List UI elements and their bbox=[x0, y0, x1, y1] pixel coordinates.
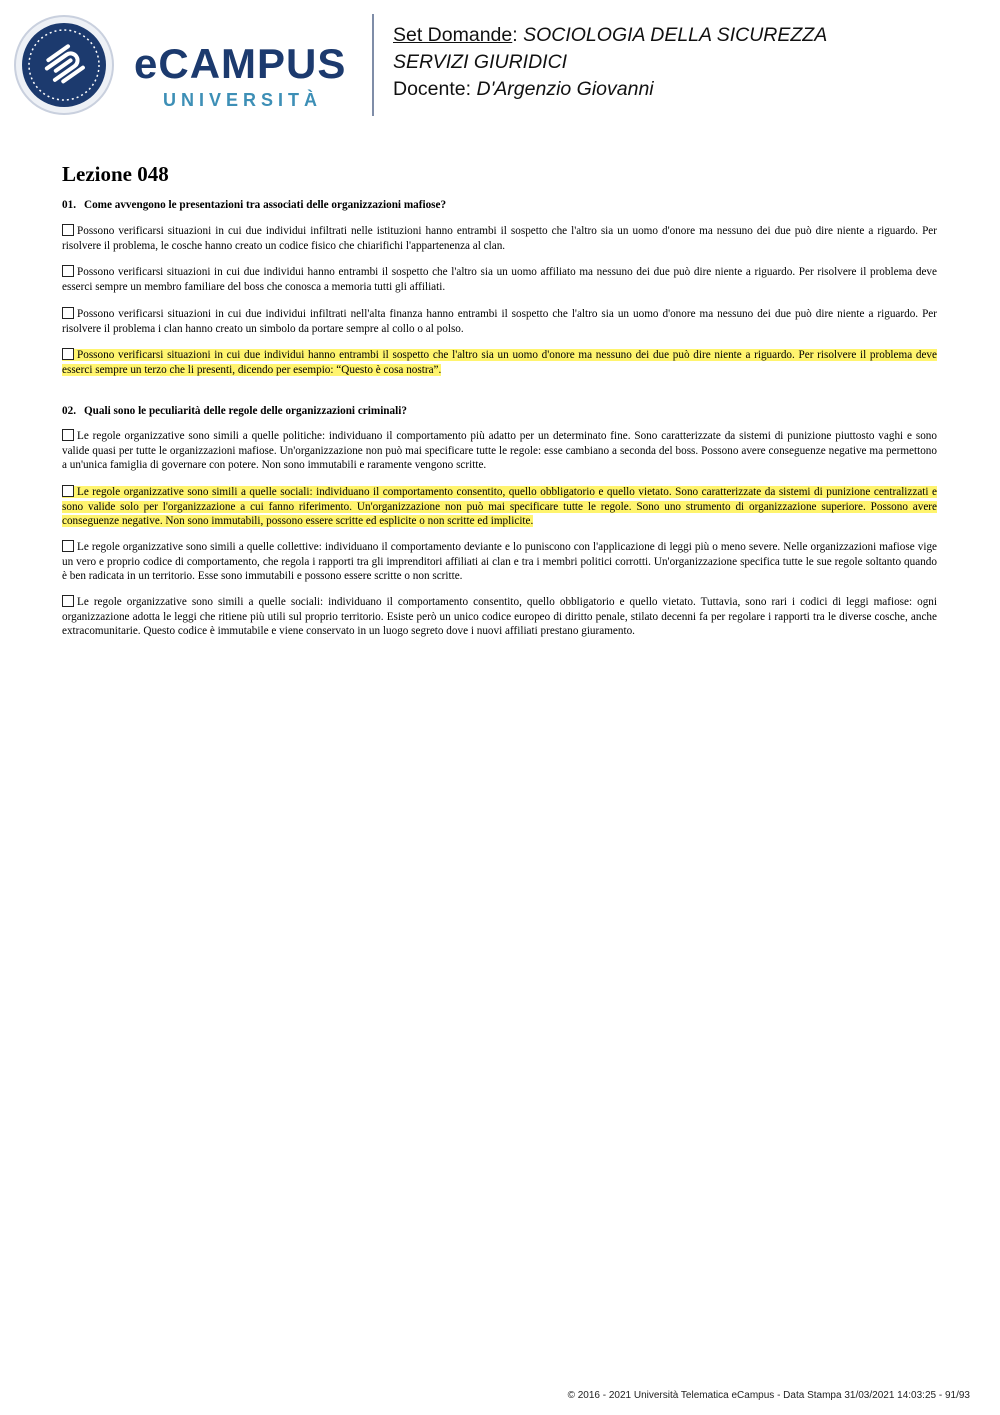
answer-text: Le regole organizzative sono simili a quelle sociali: individuano il comportamento consentito, quello obbligatorio e quello vietato. Tuttavia, sono rari i codici di leggi mafiose: ogni organizzazione adotta le leggi che ritiene più utili sul proprio territorio. Esiste però un unico codice europeo di diritto penale, stilato decenni fa per regolare i rapporti tra le diverse cosche, anche extracomunitarie. Questo codice è immutabile e viene conservato in un luogo segreto dove i nuovi affiliati prestano giuramento. bbox=[62, 596, 937, 638]
answer-checkbox[interactable] bbox=[62, 307, 74, 319]
answer-checkbox[interactable] bbox=[62, 595, 74, 607]
course-name: SOCIOLOGIA DELLA SICUREZZA bbox=[523, 24, 828, 46]
answer-checkbox[interactable] bbox=[62, 265, 74, 277]
answer-option bbox=[62, 429, 937, 473]
question-text: Quali sono le peculiarità delle regole delle organizzazioni criminali? bbox=[83, 405, 407, 417]
answer-option bbox=[62, 540, 937, 584]
teacher-line bbox=[393, 76, 973, 103]
answer-checkbox[interactable] bbox=[62, 429, 74, 441]
brand-wordmark: eCAMPUS bbox=[134, 40, 347, 87]
set-label: Set Domande bbox=[393, 24, 513, 46]
header-divider bbox=[372, 14, 374, 116]
question-2 bbox=[62, 404, 937, 418]
answer-text: Le regole organizzative sono simili a quelle politiche: individuano il comportamento più adatto per un determinato fine. Sono caratterizzate da sistemi di punizione piuttosto vaghi e sono valide quasi per tutte le organizzazioni mafiose. Un'organizzazione non può mai specificare tutte le regole: esse cambiano a seconda del boss. Possono avere conseguenze negative ma permettono a un'unica famiglia di governare con potere. Non sono immutabili e raramente vengono scritte. bbox=[62, 430, 937, 472]
answer-text: Possono verificarsi situazioni in cui due individui infiltrati nell'alta finanza hanno entrambi il sospetto che l'altro sia un uomo d'onore ma nessuno dei due può dire niente a riguardo. Per risolvere il problema i clan hanno creato un simbolo da portare sempre al collo o al polso. bbox=[62, 308, 937, 335]
answer-text: Le regole organizzative sono simili a quelle collettive: individuano il comportamento deviante e lo puniscono con l'applicazione di leggi più o meno severe. Nelle organizzazioni mafiose vige un vero e proprio codice di comportamento, che regola i rapporti tra gli imprenditori affiliati ai clan e tra i membri politici corrotti. Un'organizzazione specifica tutte le sue regole soltanto quando è ben radicata in un territorio. Esse sono immutabili e possono essere scritte o non scritte. bbox=[62, 541, 937, 583]
highlighted-answer bbox=[62, 486, 937, 527]
question-1 bbox=[62, 198, 937, 212]
answer-checkbox[interactable] bbox=[62, 540, 74, 552]
course-line-1 bbox=[393, 22, 973, 49]
lesson-title: Lezione 048 bbox=[62, 162, 169, 186]
footer-copyright: © 2016 - 2021 Università Telematica eCampus - Data Stampa 31/03/2021 14:03:25 - 91/93 bbox=[567, 1390, 970, 1401]
course-info bbox=[393, 22, 973, 103]
teacher-name: D'Argenzio Giovanni bbox=[476, 78, 654, 100]
course-department: SERVIZI GIURIDICI bbox=[393, 51, 568, 73]
answer-option bbox=[62, 224, 937, 253]
question-text: Come avvengono le presentazioni tra associati delle organizzazioni mafiose? bbox=[83, 199, 447, 211]
answer-checkbox[interactable] bbox=[62, 485, 74, 497]
answer-text: Possono verificarsi situazioni in cui due individui hanno entrambi il sospetto che l'altro sia un uomo d'onore ma nessuno dei due può dire niente a riguardo. Per risolvere il problema deve esserci sempre un terzo che li presenti, dicendo per esempio: “Questo è cosa nostra”. bbox=[62, 349, 937, 376]
answer-text: Possono verificarsi situazioni in cui due individui hanno entrambi il sospetto che l'altro sia un uomo affiliato ma nessuno dei due può dire niente a riguardo. Per risolvere il problema deve esserci sempre un membro familiare del boss che conosca a memoria tutti gli affiliati. bbox=[62, 266, 937, 293]
answer-option-correct bbox=[62, 485, 937, 529]
course-line-2 bbox=[393, 49, 973, 76]
answer-option bbox=[62, 265, 937, 294]
answer-option-correct bbox=[62, 348, 937, 377]
ecampus-logo bbox=[14, 14, 359, 116]
answer-option bbox=[62, 307, 937, 336]
answer-checkbox[interactable] bbox=[62, 348, 74, 360]
teacher-label: Docente: bbox=[393, 78, 472, 100]
answer-text: Possono verificarsi situazioni in cui due individui infiltrati nelle istituzioni hanno entrambi il sospetto che l'altro sia un uomo d'onore ma nessuno dei due può dire niente a riguardo. Per risolvere il problema, le cosche hanno creato un codice fisico che chiarifichi l'appartenenza al clan. bbox=[62, 225, 937, 252]
answer-checkbox[interactable] bbox=[62, 224, 74, 236]
brand-subtitle: UNIVERSITÀ bbox=[163, 90, 323, 110]
question-number: 02. bbox=[62, 405, 76, 417]
answer-option bbox=[62, 595, 937, 639]
set-separator: : bbox=[512, 24, 518, 46]
question-number: 01. bbox=[62, 199, 76, 211]
answer-text: Le regole organizzative sono simili a quelle sociali: individuano il comportamento consentito, quello obbligatorio e quello vietato. Sono caratterizzate da sistemi di punizione centralizzati e sono valide solo per l'organizzazione a cui fanno riferimento. Un'organizzazione non può mai specificare tutte le regole. Sono uno strumento di organizzazione superiore. Possono avere conseguenze negative. Non sono immutabili, possono essere scritte ed esplicite o non scritte ed implicite. bbox=[62, 486, 937, 528]
highlighted-answer bbox=[62, 349, 937, 376]
